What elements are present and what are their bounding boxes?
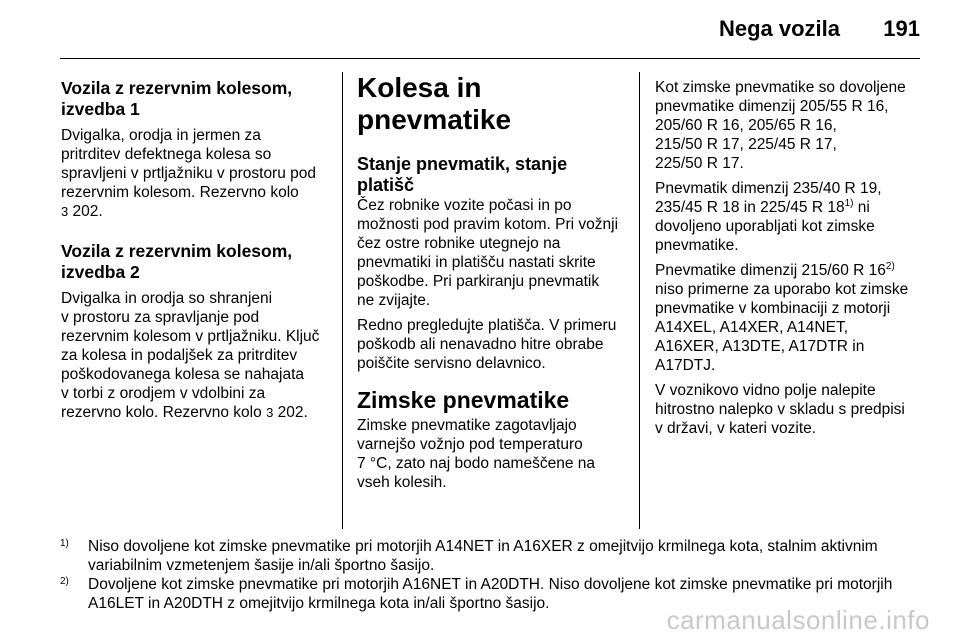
main-heading: Kolesa in pnevmatike (357, 72, 512, 135)
paragraph-not-allowed-sizes: Pnevmatik dimenzij 235/40 R 19, 235/45 R 18 in 225/45 R 18$^{1)}$ ni dovoljeno uporabljati kot zimske pnevmatike. (655, 180, 882, 254)
cross-reference[interactable]: 3 202. (266, 404, 308, 421)
winter-tires-heading: Zimske pnevmatike (357, 387, 570, 413)
column-divider-1 (342, 72, 343, 529)
paragraph-winter-tires: Zimske pnevmatike zagotavljajo varnejšo vožnjo pod temperaturo 7 °C, zato naj bodo nameščene na vseh kolesih. (357, 417, 595, 491)
column-middle (357, 70, 627, 498)
cross-reference[interactable]: 3 202. (61, 203, 103, 220)
footnote-marker-1[interactable]: 1) (844, 197, 854, 209)
chapter-title: Nega vozila (718, 16, 840, 41)
paragraph-engine-combinations: Pnevmatike dimenzij 215/60 R 16$^{2)}$ niso primerne za uporabo kot zimske pnevmatike v kombinaciji z motorji A14XEL, A14XER, A14NET, A16XER, A13DTE, A17DTR in A17DTJ. (655, 260, 909, 374)
section-heading-variant-2: Vozila z rezervnim kolesom, izvedba 2 (61, 241, 293, 282)
paragraph-rims: Redno pregledujte platišča. V primeru poškodb ali nenavadno hitre obrabe poiščite servisno delavnico. (357, 317, 617, 372)
section-heading-variant-1: Vozila z rezervnim kolesom, izvedba 1 (61, 78, 293, 119)
column-left (61, 78, 331, 428)
header-divider (60, 58, 920, 59)
column-divider-2 (639, 72, 640, 529)
section-body-variant-1: Dvigalka, orodja in jermen za pritrditev defektnega kolesa so spravljeni v prtljažniku v prostoru pod rezervnim kolesom. Rezervno kolo 3 202. (61, 126, 331, 221)
page-number: 191 (883, 16, 920, 41)
footnote-text: Dovoljene kot zimske pnevmatike pri motorjih A16NET in A20DTH. Niso dovoljene kot zimske pnevmatike pri motorjih A16LET in A20DTH z omejitvijo krmilnega kota in/ali športno šasijo. (88, 576, 893, 612)
watermark: carmanualsonline.info (666, 605, 930, 635)
reference-arrow-icon: 3 (266, 405, 274, 420)
paragraph-speed-sticker: V voznikovo vidno polje nalepite hitrostno nalepko v skladu s predpisi v državi, v kateri vozite. (655, 382, 905, 437)
column-right (655, 78, 925, 444)
page-header (60, 16, 920, 46)
sub-heading-tire-condition: Stanje pnevmatik, stanje platišč (357, 154, 568, 195)
footnote-marker-2[interactable]: 2) (885, 260, 895, 272)
reference-arrow-icon: 3 (61, 204, 69, 219)
footnote-number: 2) (60, 576, 69, 587)
paragraph-curbs: Čez robnike vozite počasi in po možnosti pod pravim kotom. Pri vožnji čez ostre robnike utegnejo na pnevmatiki in platišču nastati skrite poškodbe. Pri parkiranju pnevmatik ne zvijajte. (357, 197, 619, 309)
section-body-variant-2: Dvigalka in orodja so shranjeni v prostoru za spravljanje pod rezervnim kolesom v prtljažniku. Ključ za kolesa in podaljšek za pritrditev poškodovanega kolesa se nahajata v torbi z orodjem v vdolbini za rezervno kolo. Rezervno kolo 3 202. (61, 290, 320, 421)
footnote-1 (60, 537, 922, 575)
footnote-text: Niso dovoljene kot zimske pnevmatike pri motorjih A14NET in A16XER z omejitvijo krmilnega kota, stalnim aktivnim variabilnim vzmetenjem šasije in/ali športno šasijo. (88, 538, 878, 574)
footnote-number: 1) (60, 538, 69, 549)
paragraph-allowed-sizes: Kot zimske pnevmatike so dovoljene pnevmatike dimenzij 205/55 R 16, 205/60 R 16, 205/65 R 16, 215/50 R 17, 225/45 R 17, 225/50 R 17. (655, 79, 906, 172)
